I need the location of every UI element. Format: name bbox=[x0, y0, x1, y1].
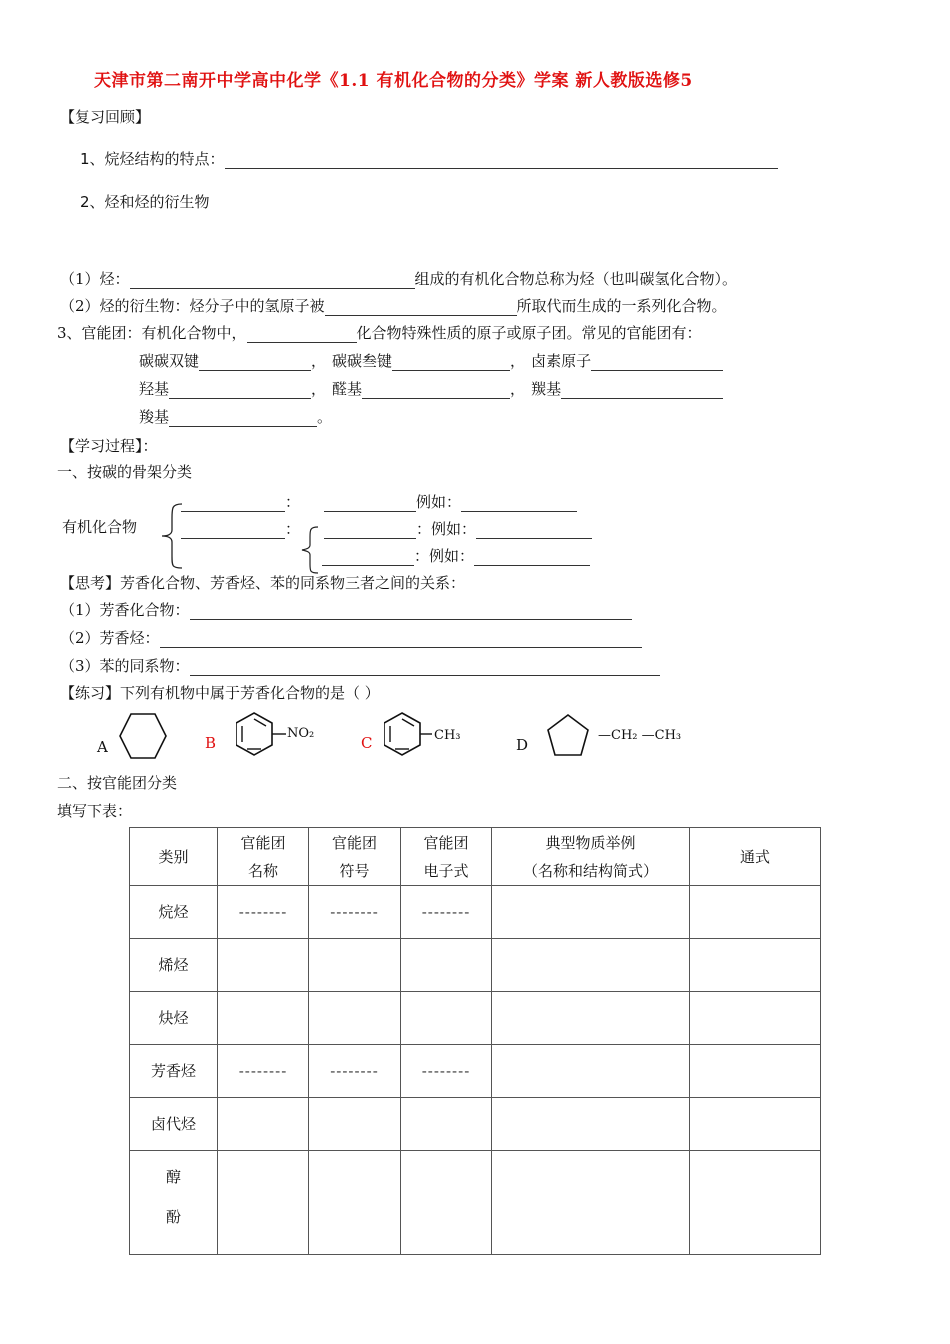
separator: ， bbox=[311, 352, 327, 370]
question-2-1 bbox=[60, 268, 737, 289]
answer-blank[interactable] bbox=[190, 603, 632, 620]
answer-blank[interactable] bbox=[181, 495, 285, 512]
table-cell: -------- bbox=[309, 1045, 401, 1098]
table-cell[interactable] bbox=[690, 886, 821, 939]
think-2-label: （2）芳香烃： bbox=[60, 629, 160, 647]
question-2: 2、烃和烃的衍生物 bbox=[80, 193, 210, 211]
functional-group-row-3 bbox=[139, 406, 332, 427]
think-1 bbox=[60, 599, 632, 620]
table-cell[interactable] bbox=[218, 939, 309, 992]
answer-blank[interactable] bbox=[225, 152, 778, 169]
answer-blank[interactable] bbox=[160, 631, 642, 648]
think-3 bbox=[60, 655, 660, 676]
table-cell[interactable] bbox=[690, 939, 821, 992]
functional-group-table bbox=[129, 827, 821, 1255]
nitro-group-label: NO₂ bbox=[287, 726, 315, 741]
table-header-row bbox=[130, 828, 821, 886]
think-2 bbox=[60, 627, 642, 648]
example-label: 例如： bbox=[429, 547, 475, 565]
question-3-suffix: 化合物特殊性质的原子或原子团。常见的官能团有： bbox=[356, 324, 702, 342]
row-type: 卤代烃 bbox=[130, 1098, 218, 1151]
table-cell[interactable] bbox=[492, 992, 690, 1045]
table-cell[interactable] bbox=[690, 1151, 821, 1255]
organic-compound-label: 有机化合物 bbox=[62, 518, 138, 536]
functional-group-row-2 bbox=[139, 378, 723, 399]
answer-blank[interactable] bbox=[392, 354, 510, 371]
practice-question: 【练习】下列有机物中属于芳香化合物的是（ ） bbox=[60, 684, 380, 702]
row-type-combined bbox=[130, 1151, 218, 1255]
table-cell: -------- bbox=[309, 886, 401, 939]
table-cell: -------- bbox=[401, 1045, 492, 1098]
header-general-formula: 通式 bbox=[690, 828, 821, 886]
row-type: 烷烃 bbox=[130, 886, 218, 939]
table-cell[interactable] bbox=[309, 992, 401, 1045]
row-type: 炔烃 bbox=[130, 992, 218, 1045]
question-1-label: 1、烷烃结构的特点： bbox=[80, 150, 225, 168]
header-line: 名称 bbox=[247, 861, 278, 880]
table-cell[interactable] bbox=[492, 1151, 690, 1255]
header-fg-symbol bbox=[309, 828, 401, 886]
fg-label: 羟基 bbox=[139, 380, 170, 398]
header-example bbox=[492, 828, 690, 886]
row-type: 醇 bbox=[165, 1168, 181, 1186]
table-cell: -------- bbox=[401, 886, 492, 939]
table-row bbox=[130, 939, 821, 992]
process-heading: 【学习过程】： bbox=[60, 437, 158, 455]
header-line: 符号 bbox=[339, 861, 370, 880]
answer-blank[interactable] bbox=[324, 495, 416, 512]
row-type: 酚 bbox=[165, 1208, 181, 1226]
section-2-heading: 二、按官能团分类 bbox=[57, 774, 178, 792]
question-1 bbox=[80, 148, 778, 169]
answer-blank[interactable] bbox=[130, 272, 415, 289]
separator: 。 bbox=[317, 408, 333, 426]
question-3 bbox=[57, 322, 702, 343]
cyclohexane-structure bbox=[118, 711, 168, 761]
fg-label: 卤素原子 bbox=[531, 352, 592, 370]
header-line: （名称和结构简式） bbox=[522, 861, 658, 880]
table-cell: -------- bbox=[218, 886, 309, 939]
table-row bbox=[130, 992, 821, 1045]
example-label: 例如： bbox=[431, 520, 477, 538]
table-cell[interactable] bbox=[492, 939, 690, 992]
answer-blank[interactable] bbox=[476, 522, 592, 539]
cyclopentane-structure bbox=[546, 713, 594, 759]
separator: ， bbox=[510, 352, 526, 370]
question-2-1-prefix: （1）烃： bbox=[60, 270, 130, 288]
table-row bbox=[130, 886, 821, 939]
table-cell[interactable] bbox=[309, 1151, 401, 1255]
table-cell: -------- bbox=[218, 1045, 309, 1098]
answer-blank[interactable] bbox=[190, 659, 660, 676]
answer-blank[interactable] bbox=[362, 382, 510, 399]
option-b-label[interactable]: B bbox=[205, 734, 217, 752]
fg-label: 碳碳双键 bbox=[139, 352, 200, 370]
colon: ： bbox=[416, 520, 432, 538]
answer-blank[interactable] bbox=[561, 382, 723, 399]
table-cell[interactable] bbox=[690, 992, 821, 1045]
question-2-2 bbox=[60, 295, 727, 316]
colon: ： bbox=[414, 547, 430, 565]
fg-label: 醛基 bbox=[332, 380, 363, 398]
header-type: 类别 bbox=[130, 828, 218, 886]
answer-blank[interactable] bbox=[461, 495, 577, 512]
colon: ： bbox=[285, 520, 301, 538]
question-2-2-suffix: 所取代而生成的一系列化合物。 bbox=[516, 297, 727, 315]
table-cell[interactable] bbox=[690, 1045, 821, 1098]
table-row bbox=[130, 1045, 821, 1098]
answer-blank[interactable] bbox=[325, 299, 517, 316]
header-line: 电子式 bbox=[423, 861, 469, 880]
think-3-label: （3）苯的同系物： bbox=[60, 657, 190, 675]
answer-blank[interactable] bbox=[181, 522, 285, 539]
option-d-label[interactable]: D bbox=[516, 736, 529, 754]
methyl-group-label: CH₃ bbox=[434, 728, 461, 743]
table-cell[interactable] bbox=[218, 1151, 309, 1255]
header-line: 官能团 bbox=[240, 833, 286, 852]
header-fg-electron bbox=[401, 828, 492, 886]
table-cell[interactable] bbox=[309, 1098, 401, 1151]
header-line: 官能团 bbox=[423, 833, 469, 852]
functional-group-row-1 bbox=[139, 350, 723, 371]
table-row bbox=[130, 1151, 821, 1255]
class-row-3 bbox=[322, 545, 590, 566]
table-cell[interactable] bbox=[309, 939, 401, 992]
ethyl-chain-label: —CH₂ —CH₃ bbox=[598, 728, 682, 743]
table-cell[interactable] bbox=[690, 1098, 821, 1151]
answer-blank[interactable] bbox=[474, 549, 590, 566]
review-heading: 【复习回顾】 bbox=[60, 108, 151, 126]
table-cell[interactable] bbox=[401, 939, 492, 992]
table-cell[interactable] bbox=[218, 992, 309, 1045]
separator: ， bbox=[510, 380, 526, 398]
header-fg-name bbox=[218, 828, 309, 886]
colon: ： bbox=[285, 493, 301, 511]
answer-blank[interactable] bbox=[322, 549, 414, 566]
question-2-2-prefix: （2）烃的衍生物：烃分子中的氢原子被 bbox=[60, 297, 325, 315]
answer-blank[interactable] bbox=[169, 382, 311, 399]
option-a-label[interactable]: A bbox=[97, 738, 108, 756]
table-cell[interactable] bbox=[401, 1098, 492, 1151]
section-1-heading: 一、按碳的骨架分类 bbox=[57, 463, 193, 481]
fill-table-instruction: 填写下表： bbox=[57, 802, 133, 820]
answer-blank[interactable] bbox=[199, 354, 311, 371]
header-line: 官能团 bbox=[331, 833, 377, 852]
table-cell[interactable] bbox=[492, 1098, 690, 1151]
row-type: 烯烃 bbox=[130, 939, 218, 992]
fg-label: 羧基 bbox=[139, 408, 170, 426]
class-row-2 bbox=[181, 518, 592, 539]
option-c-label[interactable]: C bbox=[361, 734, 373, 752]
table-cell[interactable] bbox=[492, 886, 690, 939]
question-2-1-suffix: 组成的有机化合物总称为烃（也叫碳氢化合物）。 bbox=[414, 270, 738, 288]
fg-label: 羰基 bbox=[531, 380, 562, 398]
example-label: 例如： bbox=[416, 493, 462, 511]
answer-blank[interactable] bbox=[169, 410, 317, 427]
answer-blank[interactable] bbox=[247, 326, 357, 343]
think-1-label: （1）芳香化合物： bbox=[60, 601, 190, 619]
class-row-1 bbox=[181, 491, 577, 512]
answer-blank[interactable] bbox=[591, 354, 723, 371]
table-cell[interactable] bbox=[401, 1151, 492, 1255]
fg-label: 碳碳叁键 bbox=[332, 352, 393, 370]
table-row bbox=[130, 1098, 821, 1151]
question-3-prefix: 3、官能团：有机化合物中， bbox=[57, 324, 247, 342]
row-type: 芳香烃 bbox=[130, 1045, 218, 1098]
think-heading: 【思考】芳香化合物、芳香烃、苯的同系物三者之间的关系： bbox=[60, 574, 466, 592]
separator: ， bbox=[311, 380, 327, 398]
table-cell[interactable] bbox=[218, 1098, 309, 1151]
answer-blank[interactable] bbox=[324, 522, 416, 539]
table-cell[interactable] bbox=[401, 992, 492, 1045]
header-line: 典型物质举例 bbox=[545, 833, 636, 852]
page-title: 天津市第二南开中学高中化学《1.1 有机化合物的分类》学案 新人教版选修5 bbox=[94, 71, 693, 91]
table-cell[interactable] bbox=[492, 1045, 690, 1098]
